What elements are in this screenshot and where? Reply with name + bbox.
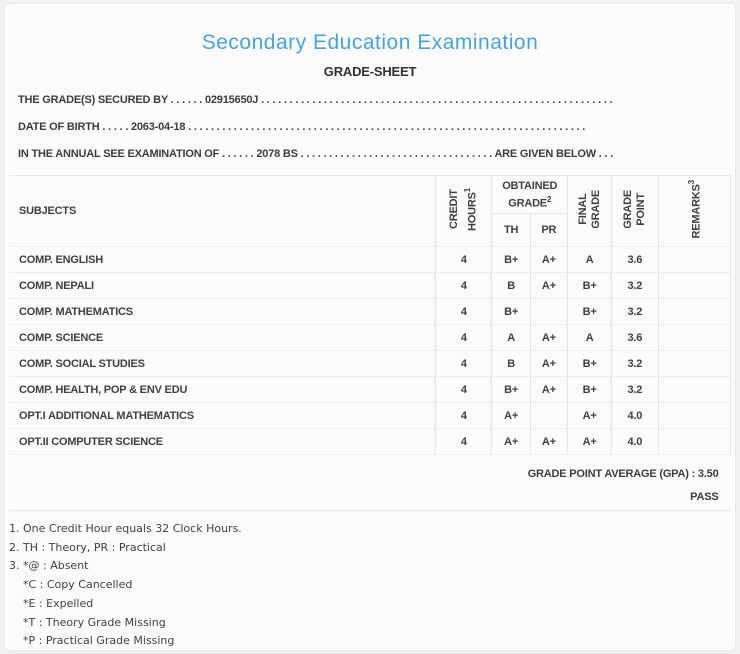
grade-point-value: 3.2	[612, 273, 658, 299]
practical-grade-value: A+	[530, 273, 567, 299]
credit-hours-value: 4	[436, 299, 492, 325]
grade-point-value: 3.2	[612, 377, 658, 403]
credit-hours-rotated-label: CREDIT HOURS$^1$	[447, 188, 479, 231]
grade-sheet-subtitle: GRADE-SHEET	[323, 64, 417, 79]
footnote-practical-missing: *P : Practical Grade Missing	[23, 634, 175, 648]
theory-grade-value: A	[492, 325, 530, 351]
info-line-exam-year	[18, 148, 722, 160]
remarks-value	[658, 273, 731, 299]
dots: . . . . .	[102, 121, 129, 133]
remarks-value	[658, 247, 731, 273]
footnote-absent: 3. *@ : Absent	[9, 559, 89, 573]
footnote-expelled: *E : Expelled	[23, 596, 94, 610]
dots: . . . . . . . . . . . . . . . . . . . . . . . . . . . . . . . . . . . . . . . . . . . . . . . . . . . . . . . . . . . . . .	[261, 94, 613, 106]
theory-grade-value: A+	[492, 429, 530, 455]
credit-hours-value: 4	[436, 247, 492, 273]
subject-name: COMP. NEPALI	[19, 279, 94, 292]
final-grade-value: A+	[567, 429, 611, 455]
grade-point-column-header	[612, 176, 658, 247]
footnote-credit-hour: 1. One Credit Hour equals 32 Clock Hours.	[9, 522, 242, 535]
remarks-value	[658, 377, 731, 403]
theory-grade-value: B+	[492, 299, 530, 325]
date-of-birth-value: 2063-04-18	[130, 121, 186, 133]
gpa-text: GRADE POINT AVERAGE (GPA) : 3.50	[527, 468, 719, 480]
remarks-value	[658, 299, 731, 325]
practical-column-header: PR	[530, 214, 567, 247]
practical-grade-value: A+	[530, 351, 567, 377]
remarks-value	[658, 403, 731, 429]
are-given-below-label: ARE GIVEN BELOW . . .	[494, 148, 614, 160]
subject-name: OPT.I ADDITIONAL MATHEMATICS	[19, 409, 194, 422]
exam-year-value: 2078 BS	[256, 148, 298, 160]
table-row	[9, 351, 731, 377]
final-grade-value: B+	[567, 299, 611, 325]
footnote-ref-2: 2	[546, 195, 552, 205]
table-row	[9, 325, 731, 351]
final-grade-value: A	[567, 247, 611, 273]
remarks-column-header	[658, 176, 731, 247]
final-grade-value: B+	[567, 377, 611, 403]
summary-row	[9, 455, 731, 511]
footnote-ref-3: 3	[686, 180, 696, 185]
remarks-rotated-label: REMARKS$^3$	[686, 180, 703, 239]
table-row	[9, 299, 731, 325]
credit-hours-value: 4	[436, 325, 492, 351]
footnote-copy-cancelled: *C : Copy Cancelled	[23, 578, 133, 592]
theory-grade-value: B+	[492, 247, 530, 273]
grade-point-value: 3.2	[612, 351, 658, 377]
theory-grade-value: B	[492, 273, 530, 299]
practical-grade-value: A+	[530, 429, 567, 455]
table-row	[9, 377, 731, 403]
remarks-value	[658, 325, 731, 351]
dots: . . . . . . . . . . . . . . . . . . . . . . . . . . . . . . . . . . . . . . . . . . . . . . . . . . . . . . . . . . . . . . . . . . . . . .	[188, 121, 586, 133]
practical-grade-value: A+	[530, 377, 567, 403]
dots: . . . . . .	[170, 94, 203, 106]
practical-grade-value: A+	[530, 325, 567, 351]
dots: . . . . . . . . . . . . . . . . . . . . . . . . . . . . . . . . . .	[300, 148, 492, 160]
info-line-symbol-number	[18, 94, 722, 106]
footnote-ref-1: 1	[462, 188, 472, 193]
grade-point-rotated-label: GRADE POINT	[621, 190, 647, 229]
footnote-theory-missing: *T : Theory Grade Missing	[23, 615, 166, 629]
remarks-value	[658, 429, 731, 455]
credit-hours-value: 4	[436, 273, 492, 299]
final-grade-value: A	[567, 325, 611, 351]
subjects-column-header: SUBJECTS	[19, 205, 77, 217]
table-row	[9, 273, 731, 299]
grade-point-value: 3.6	[612, 325, 658, 351]
result-status: PASS	[690, 491, 719, 503]
candidate-info	[18, 94, 722, 160]
theory-grade-value: A+	[492, 403, 530, 429]
credit-hours-value: 4	[436, 351, 492, 377]
subject-name: COMP. SCIENCE	[19, 331, 103, 344]
credit-hours-value: 4	[436, 403, 492, 429]
remarks-value	[658, 351, 731, 377]
subject-name: COMP. HEALTH, POP & ENV EDU	[19, 383, 188, 396]
exam-year-label: IN THE ANNUAL SEE EXAMINATION OF	[18, 148, 220, 160]
final-grade-value: A+	[567, 403, 611, 429]
theory-grade-value: B	[492, 351, 530, 377]
credit-hours-column-header	[436, 176, 492, 247]
practical-grade-value	[530, 299, 567, 325]
final-grade-column-header	[567, 176, 611, 247]
grade-sheet-card	[5, 4, 735, 650]
theory-grade-value: B+	[492, 377, 530, 403]
credit-hours-value: 4	[436, 429, 492, 455]
table-row	[9, 429, 731, 455]
dots: . . . . . .	[222, 148, 254, 160]
symbol-number-value: 02915650J	[204, 94, 259, 106]
subject-name: COMP. SOCIAL STUDIES	[19, 357, 145, 370]
final-grade-value: B+	[567, 273, 611, 299]
footnotes	[9, 520, 734, 650]
table-row	[9, 247, 731, 273]
grade-point-value: 4.0	[612, 403, 658, 429]
theory-column-header: TH	[492, 214, 530, 247]
practical-grade-value: A+	[530, 247, 567, 273]
grades-table	[9, 175, 731, 511]
info-line-date-of-birth	[18, 121, 722, 133]
obtained-grade-column-header: OBTAINED GRADE$^2$	[492, 176, 567, 214]
practical-grade-value	[530, 403, 567, 429]
credit-hours-value: 4	[436, 377, 492, 403]
grade-point-value: 3.6	[612, 247, 658, 273]
table-row	[9, 403, 731, 429]
secured-by-label: THE GRADE(S) SECURED BY	[18, 94, 168, 106]
final-grade-rotated-label: FINAL GRADE	[576, 190, 602, 229]
subject-name: OPT.II COMPUTER SCIENCE	[19, 435, 163, 448]
page-title: Secondary Education Examination	[201, 31, 539, 54]
grade-point-value: 4.0	[612, 429, 658, 455]
grade-point-value: 3.2	[612, 299, 658, 325]
footnote-th-pr: 2. TH : Theory, PR : Practical	[9, 540, 166, 554]
final-grade-value: B+	[567, 351, 611, 377]
subject-name: COMP. MATHEMATICS	[19, 305, 133, 318]
date-of-birth-label: DATE OF BIRTH	[18, 121, 100, 133]
subject-name: COMP. ENGLISH	[19, 253, 103, 266]
summary-cell	[9, 455, 731, 511]
